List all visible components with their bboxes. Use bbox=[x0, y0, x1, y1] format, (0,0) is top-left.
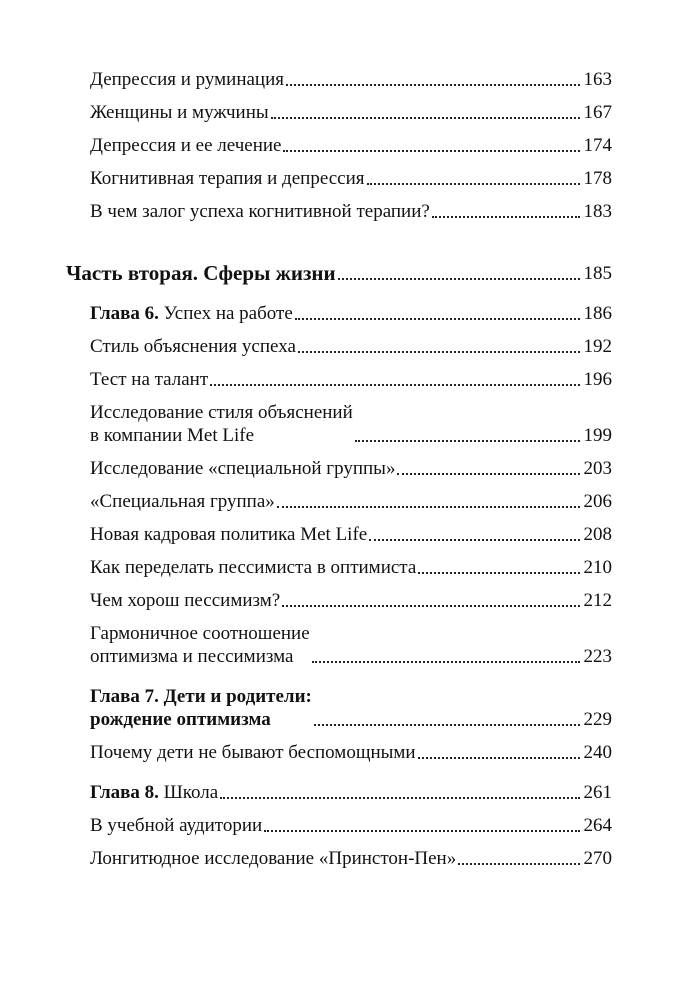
toc-entry-title: Новая кадровая политика Met Life bbox=[90, 524, 368, 545]
toc-entry-title-line2: в компании Met Life bbox=[90, 425, 255, 446]
toc-chapter-heading bbox=[66, 781, 612, 804]
toc-entry bbox=[66, 200, 612, 223]
dot-leader bbox=[286, 84, 579, 86]
toc-entry-page: 210 bbox=[583, 557, 612, 578]
dot-leader bbox=[432, 216, 580, 218]
dot-leader bbox=[458, 863, 579, 865]
toc-entry-title: Исследование «специальной группы» bbox=[90, 458, 396, 479]
chapter-name: Школа bbox=[163, 782, 219, 803]
dot-leader bbox=[295, 318, 580, 320]
dot-leader bbox=[277, 506, 580, 508]
toc-entry-title: Депрессия и руминация bbox=[90, 69, 285, 90]
dot-leader bbox=[271, 117, 580, 119]
chapter-label: Глава 8. bbox=[90, 782, 159, 803]
dot-leader bbox=[367, 183, 580, 185]
toc-entry bbox=[66, 167, 612, 190]
toc-entry-page: 223 bbox=[583, 646, 612, 667]
toc-entry-title: Лонгитюдное исследование «Принстон-Пен» bbox=[90, 848, 457, 869]
toc-entry-page: 196 bbox=[583, 369, 612, 390]
toc-entry-title bbox=[90, 622, 310, 668]
toc-entry-page: 174 bbox=[583, 135, 612, 156]
dot-leader bbox=[298, 351, 580, 353]
toc-chapter-heading bbox=[66, 685, 612, 731]
toc-entry-title-line2: оптимизма и пессимизма bbox=[90, 646, 294, 667]
chapter-name-line2: рождение оптимизма bbox=[90, 709, 271, 730]
toc-entry bbox=[66, 589, 612, 612]
dot-leader bbox=[210, 384, 579, 386]
toc-entry bbox=[66, 68, 612, 91]
chapter-label: Глава 6. bbox=[90, 303, 159, 324]
toc-entry bbox=[66, 814, 612, 837]
toc-entry bbox=[66, 335, 612, 358]
dot-leader bbox=[312, 661, 580, 663]
dot-leader bbox=[338, 278, 580, 280]
toc-entry-page: 183 bbox=[583, 201, 612, 222]
chapter-name-line1: Дети и родители: bbox=[163, 686, 312, 707]
toc-entry-page: 163 bbox=[583, 69, 612, 90]
toc-entry-page: 229 bbox=[583, 709, 612, 730]
chapter-label: Глава 7. bbox=[90, 686, 159, 707]
dot-leader bbox=[282, 605, 579, 607]
dot-leader bbox=[264, 830, 579, 832]
toc-entry-page: 186 bbox=[583, 303, 612, 324]
toc-entry bbox=[66, 134, 612, 157]
toc-entry-page: 192 bbox=[583, 336, 612, 357]
toc-entry-page: 208 bbox=[583, 524, 612, 545]
dot-leader bbox=[418, 757, 580, 759]
toc-entry-title: Женщины и мужчины bbox=[90, 102, 269, 123]
toc-chapter-heading bbox=[66, 302, 612, 325]
toc-entry bbox=[66, 457, 612, 480]
dot-leader bbox=[314, 724, 580, 726]
toc-entry bbox=[66, 101, 612, 124]
table-of-contents bbox=[66, 58, 612, 870]
toc-entry-page: 203 bbox=[583, 458, 612, 479]
chapter-title bbox=[90, 685, 312, 731]
toc-entry-page: 206 bbox=[583, 491, 612, 512]
dot-leader bbox=[418, 572, 579, 574]
toc-entry-title: Тест на талант bbox=[90, 369, 209, 390]
dot-leader bbox=[355, 440, 580, 442]
toc-entry bbox=[66, 523, 612, 546]
toc-entry-title-line1: Гармоничное соотношение bbox=[90, 623, 310, 644]
toc-entry-title: «Специальная группа» bbox=[90, 491, 275, 512]
toc-entry bbox=[66, 556, 612, 579]
toc-entry-page: 264 bbox=[583, 815, 612, 836]
dot-leader bbox=[397, 473, 579, 475]
toc-entry-page: 178 bbox=[583, 168, 612, 189]
toc-entry bbox=[66, 741, 612, 764]
dot-leader bbox=[283, 150, 579, 152]
toc-entry-page: 270 bbox=[583, 848, 612, 869]
toc-entry-page: 261 bbox=[583, 782, 612, 803]
dot-leader bbox=[220, 797, 579, 799]
chapter-name: Успех на работе bbox=[163, 303, 293, 324]
toc-entry-title: Почему дети не бывают беспомощными bbox=[90, 742, 416, 763]
toc-entry bbox=[66, 490, 612, 513]
toc-entry-title: Когнитивная терапия и депрессия bbox=[90, 168, 365, 189]
chapter-title bbox=[90, 781, 218, 804]
toc-entry-title bbox=[90, 401, 353, 447]
toc-entry-page: 212 bbox=[583, 590, 612, 611]
toc-entry-page: 167 bbox=[583, 102, 612, 123]
toc-entry-title: В чем залог успеха когнитивной терапии? bbox=[90, 201, 430, 222]
toc-entry-title: Стиль объяснения успеха bbox=[90, 336, 296, 357]
dot-leader bbox=[369, 539, 579, 541]
toc-entry-title: Как переделать пессимиста в оптимиста bbox=[90, 557, 417, 578]
toc-entry-page: 240 bbox=[583, 742, 612, 763]
toc-entry-title-line1: Исследование стиля объяснений bbox=[90, 402, 353, 423]
toc-entry bbox=[66, 401, 612, 447]
toc-entry-title: Чем хорош пессимизм? bbox=[90, 590, 281, 611]
toc-entry-title: В учебной аудитории bbox=[90, 815, 263, 836]
toc-entry bbox=[66, 847, 612, 870]
toc-part-heading bbox=[66, 262, 612, 285]
part-title: Часть вторая. Сферы жизни bbox=[66, 261, 336, 285]
chapter-title bbox=[90, 302, 293, 325]
toc-entry bbox=[66, 368, 612, 391]
toc-entry-page: 185 bbox=[583, 263, 612, 284]
toc-entry-title: Депрессия и ее лечение bbox=[90, 135, 282, 156]
toc-entry-page: 199 bbox=[583, 425, 612, 446]
toc-entry bbox=[66, 622, 612, 668]
